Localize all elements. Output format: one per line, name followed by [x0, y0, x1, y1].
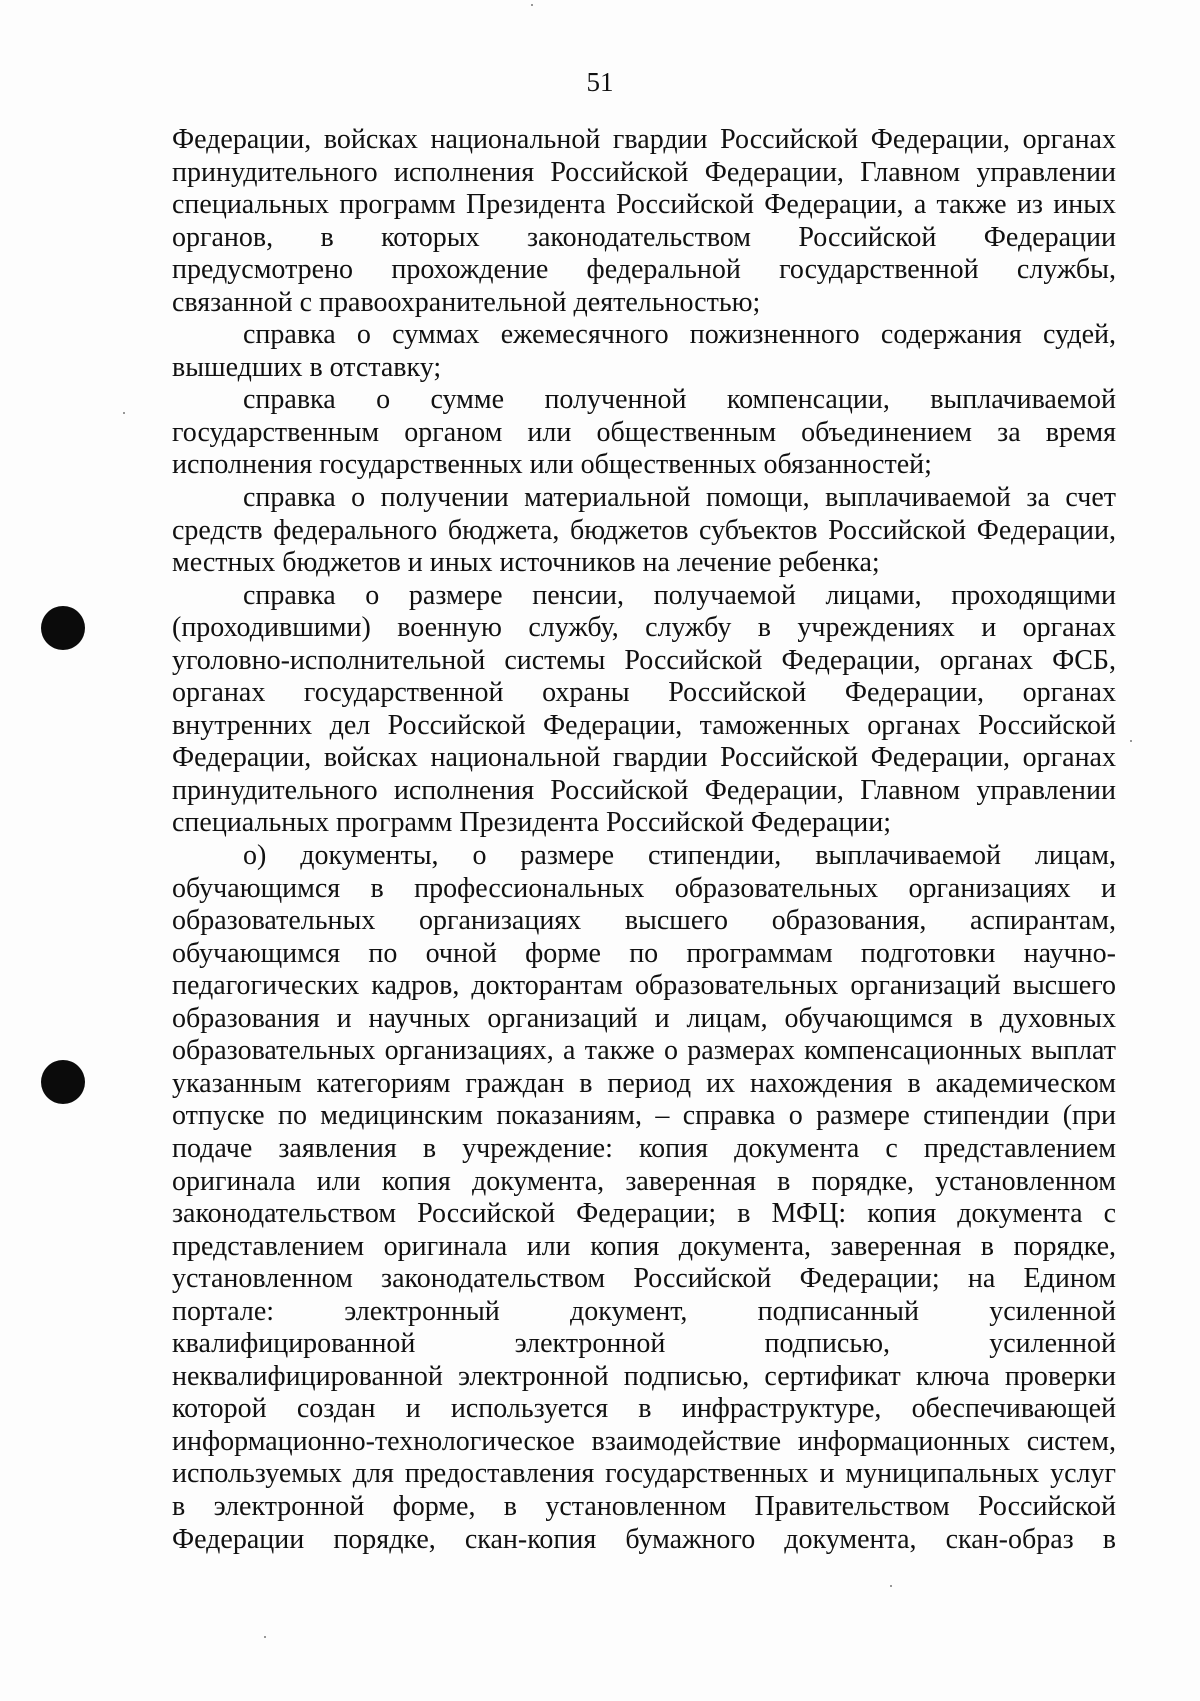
text-line: оригинала или копия документа, заверенная в порядке, установленном	[172, 1165, 1116, 1197]
text-line: квалифицированной электронной подписью, усиленной	[172, 1328, 1116, 1360]
page-number: 51	[586, 67, 614, 97]
text-line: образования и научных организаций и лицам, обучающимся в духовных	[172, 1002, 1116, 1034]
text-line: справка о размере пенсии, получаемой лицами, проходящими	[243, 579, 1116, 611]
scan-speck	[890, 1585, 892, 1587]
text-line: обучающимся в профессиональных образовательных организациях и	[172, 872, 1116, 904]
text-line: связанной с правоохранительной деятельностью;	[172, 286, 761, 318]
text-line: обучающимся по очной форме по программам подготовки научно-	[172, 937, 1116, 969]
text-line: образовательных организациях, а также о размерах компенсационных выплат	[172, 1035, 1116, 1067]
scan-speck	[123, 412, 125, 414]
text-line: предусмотрено прохождение федеральной государственной службы,	[172, 254, 1116, 286]
text-line: местных бюджетов и иных источников на лечение ребенка;	[172, 547, 880, 579]
text-line: специальных программ Президента Российской Федерации, а также из иных	[172, 189, 1116, 221]
document-body	[172, 124, 1116, 1556]
text-line: вышедших в отставку;	[172, 351, 442, 383]
text-line: о) документы, о размере стипендии, выплачиваемой лицам,	[243, 840, 1116, 872]
scan-speck	[531, 4, 533, 6]
text-line: средств федерального бюджета, бюджетов субъектов Российской Федерации,	[172, 514, 1116, 546]
punch-hole-bottom	[41, 1060, 85, 1104]
text-line: справка о сумме полученной компенсации, выплачиваемой	[243, 384, 1116, 416]
text-line: установленном законодательством Российской Федерации; на Едином	[172, 1263, 1116, 1295]
text-line: принудительного исполнения Российской Федерации, Главном управлении	[172, 774, 1116, 806]
text-line: органов, в которых законодательством Российской Федерации	[172, 221, 1116, 253]
text-line: отпуске по медицинским показаниям, – справка о размере стипендии (при	[172, 1100, 1116, 1132]
text-line: уголовно-исполнительной системы Российской Федерации, органах ФСБ,	[172, 644, 1116, 676]
text-line: специальных программ Президента Российской Федерации;	[172, 807, 892, 839]
punch-hole-top	[41, 606, 85, 650]
text-line: используемых для предоставления государственных и муниципальных услуг	[172, 1458, 1116, 1490]
text-line: Федерации порядке, скан-копия бумажного документа, скан-образ в	[172, 1523, 1116, 1555]
text-line: которой создан и используется в инфраструктуре, обеспечивающей	[172, 1393, 1116, 1425]
text-line: педагогических кадров, докторантам образовательных организаций высшего	[172, 970, 1116, 1002]
text-line: указанным категориям граждан в период их нахождения в академическом	[172, 1067, 1116, 1099]
scan-speck	[1130, 740, 1132, 742]
text-line: портале: электронный документ, подписанный усиленной	[172, 1295, 1116, 1327]
text-line: государственным органом или общественным объединением за время	[172, 416, 1116, 448]
scan-speck	[264, 1636, 266, 1638]
text-line: информационно-технологическое взаимодействие информационных систем,	[172, 1425, 1116, 1457]
text-line: (проходившими) военную службу, службу в учреждениях и органах	[172, 612, 1116, 644]
text-line: принудительного исполнения Российской Федерации, Главном управлении	[172, 156, 1116, 188]
text-line: представлением оригинала или копия документа, заверенная в порядке,	[172, 1230, 1116, 1262]
text-line: исполнения государственных или общественных обязанностей;	[172, 449, 932, 481]
text-line: подаче заявления в учреждение: копия документа с представлением	[172, 1132, 1116, 1164]
text-line: образовательных организациях высшего образования, аспирантам,	[172, 905, 1116, 937]
text-line: Федерации, войсках национальной гвардии Российской Федерации, органах	[172, 124, 1116, 155]
text-line: неквалифицированной электронной подписью, сертификат ключа проверки	[172, 1360, 1116, 1392]
text-line: справка о получении материальной помощи, выплачиваемой за счет	[243, 482, 1116, 514]
text-line: в электронной форме, в установленном Правительством Российской	[172, 1490, 1116, 1522]
text-line: органах государственной охраны Российской Федерации, органах	[172, 677, 1116, 709]
text-line: Федерации, войсках национальной гвардии Российской Федерации, органах	[172, 742, 1116, 774]
text-line: справка о суммах ежемесячного пожизненного содержания судей,	[243, 319, 1116, 351]
text-line: внутренних дел Российской Федерации, таможенных органах Российской	[172, 709, 1116, 741]
text-line: законодательством Российской Федерации; в МФЦ: копия документа с	[172, 1198, 1116, 1230]
